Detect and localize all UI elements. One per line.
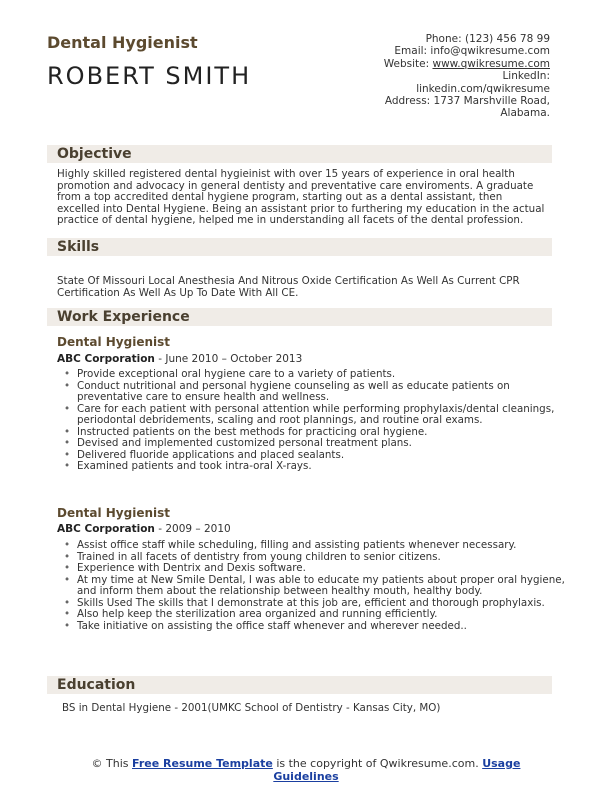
list-item: • Skills Used The skills that I demonstrate at this job are, efficient and thorough prophylaxis. bbox=[77, 598, 572, 610]
website-label: Website: bbox=[383, 57, 430, 70]
list-item: • Provide exceptional oral hygiene care to a variety of patients. bbox=[77, 369, 572, 381]
job-bullets bbox=[57, 540, 572, 632]
phone-value: (123) 456 78 99 bbox=[464, 33, 550, 45]
guidelines-link[interactable]: Guidelines bbox=[273, 770, 339, 783]
linkedin-value: linkedin.com/qwikresume bbox=[416, 82, 550, 95]
objective-text: Highly skilled registered dental hygieinist with over 15 years of experience in oral health promotion and advocacy in general dentisty and preventative care enviroments. A graduate from a top accredited dental hygiene program, starting out as a dental assistant, then excelled into Dental Hygiene. Being an assistant prior to furthering my education in the actual practice of dental hygiene, helped me in understanding all facets of the dental profession. bbox=[57, 168, 545, 227]
address-line bbox=[290, 95, 550, 107]
education-text: BS in Dental Hygiene - 2001(UMKC School of Dentistry - Kansas City, MO) bbox=[62, 702, 441, 714]
list-item: • Also help keep the sterilization area organized and running efficiently. bbox=[77, 609, 572, 621]
list-item: • Trained in all facets of dentistry from young children to senior citizens. bbox=[77, 552, 572, 564]
website-link[interactable]: www.qwikresume.com bbox=[432, 57, 550, 70]
usage-link[interactable]: Usage bbox=[482, 757, 521, 770]
job-title: Dental Hygienist bbox=[57, 335, 171, 349]
list-item: • Assist office staff while scheduling, filling and assisting patients whenever necessary. bbox=[77, 540, 572, 552]
company-name: ABC Corporation bbox=[57, 523, 155, 535]
experience-section-bar bbox=[47, 308, 552, 326]
skills-section-bar bbox=[47, 238, 552, 256]
contact-block bbox=[290, 33, 550, 120]
email-value: info@qwikresume.com bbox=[430, 45, 550, 58]
objective-heading: Objective bbox=[57, 146, 132, 162]
email-line bbox=[290, 45, 550, 57]
skills-text: State Of Missouri Local Anesthesia And Nitrous Oxide Certification As Well As Current CPR Certification As Well As Up To Date With All CE. bbox=[57, 275, 520, 299]
address-line-2: Alabama. bbox=[500, 107, 550, 120]
footer-middle: is the copyright of Qwikresume.com. bbox=[272, 757, 483, 770]
education-section-bar bbox=[47, 676, 552, 694]
skills-heading: Skills bbox=[57, 239, 100, 255]
education-heading: Education bbox=[57, 677, 136, 693]
address-label: Address: bbox=[384, 95, 431, 108]
experience-heading: Work Experience bbox=[57, 309, 190, 325]
website-line bbox=[290, 58, 550, 70]
job-title: Dental Hygienist bbox=[57, 506, 171, 520]
phone-line bbox=[290, 33, 550, 45]
job-bullets bbox=[57, 369, 572, 473]
job-dates: - 2009 – 2010 bbox=[154, 523, 231, 535]
list-item: • Instructed patients on the best methods for practicing oral hygiene. bbox=[77, 427, 572, 439]
list-item: • Take initiative on assisting the office staff whenever and wherever needed.. bbox=[77, 621, 572, 633]
job-dates: - June 2010 – October 2013 bbox=[154, 353, 303, 365]
objective-section-bar bbox=[47, 145, 552, 163]
linkedin-label: LinkedIn: bbox=[502, 70, 550, 83]
address-value: 1737 Marshville Road, bbox=[433, 95, 550, 108]
list-item: • Conduct nutritional and personal hygiene counseling as well as educate patients on preventative care to ensure health and wellness. bbox=[77, 381, 572, 404]
list-item: • Delivered fluoride applications and placed sealants. bbox=[77, 450, 572, 462]
email-label: Email: bbox=[394, 45, 428, 58]
company-name: ABC Corporation bbox=[57, 353, 155, 365]
footer-prefix: © This bbox=[91, 757, 133, 770]
resume-job-title: Dental Hygienist bbox=[47, 33, 198, 52]
candidate-name: ROBERT SMITH bbox=[47, 62, 252, 90]
phone-label: Phone: bbox=[425, 33, 462, 45]
list-item: • Examined patients and took intra-oral X-rays. bbox=[77, 461, 572, 473]
free-resume-template-link[interactable]: Free Resume Template bbox=[132, 757, 273, 770]
list-item: • Care for each patient with personal attention while performing prophylaxis/dental cleanings, periodontal debridements, scaling and root plannings, and routine oral exams. bbox=[77, 404, 572, 427]
list-item: • At my time at New Smile Dental, I was able to educate my patients about proper oral hygiene, and inform them about the relationship between healthy mouth, healthy body. bbox=[77, 575, 572, 598]
job-company-line bbox=[57, 353, 302, 365]
footer-copyright bbox=[0, 757, 612, 783]
list-item: • Experience with Dentrix and Dexis software. bbox=[77, 563, 572, 575]
job-company-line bbox=[57, 523, 231, 535]
list-item: • Devised and implemented customized personal treatment plans. bbox=[77, 438, 572, 450]
